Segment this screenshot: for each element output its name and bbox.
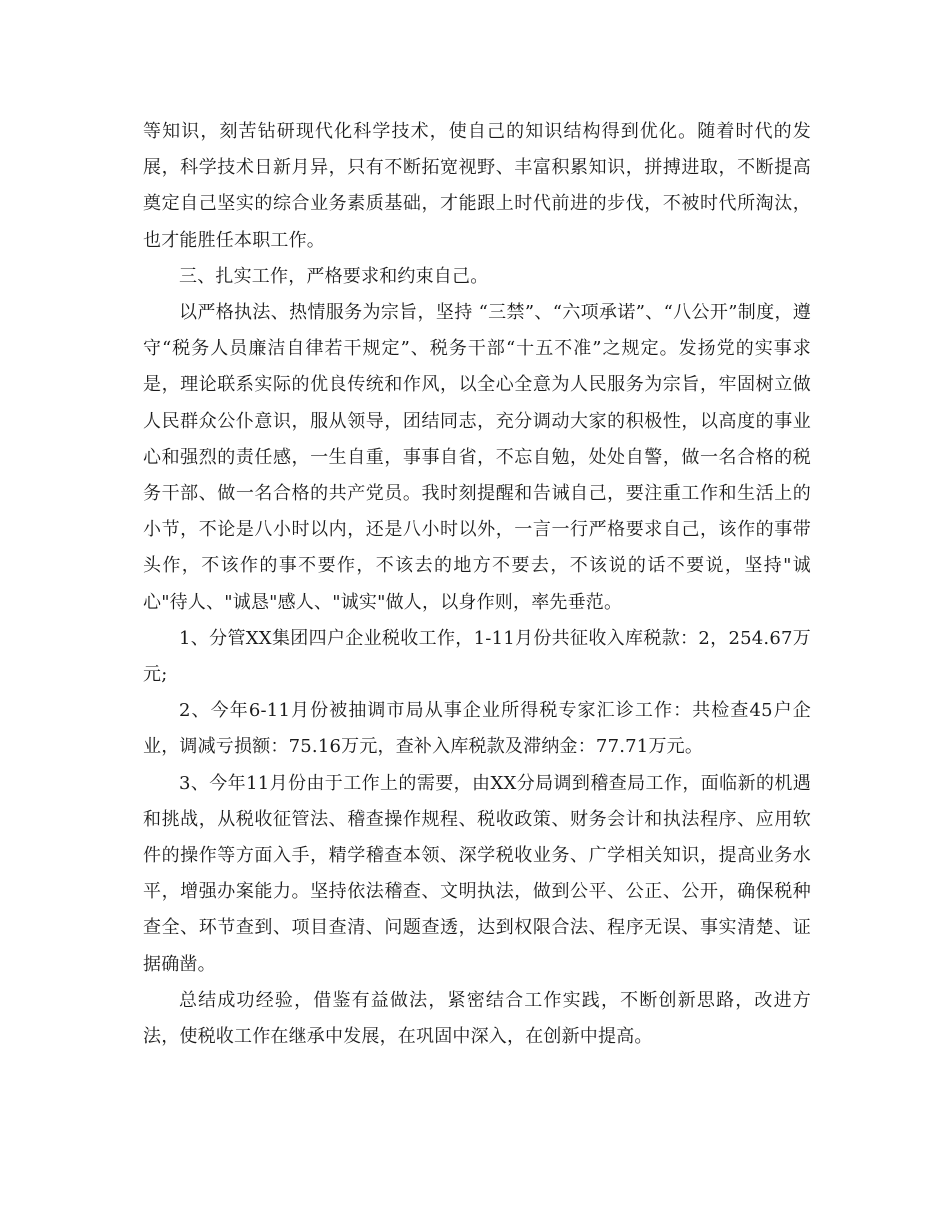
list-item-2: 2、今年6-11月份被抽调市局从事企业所得税专家汇诊工作：共检查45户企业，调减亏损额：75.16万元，查补入库税款及滞纳金：77.71万元。 [143,700,811,758]
list-item-1: 1、分管XX集团四户企业税收工作，1-11月份共征收入库税款：2，254.67万元; [143,627,811,686]
paragraph-strict-law-enforcement: 以严格执法、热情服务为宗旨，坚持 “三禁”、“六项承诺”、“八公开”制度，遵守“税务人员廉洁自律若干规定”、税务干部“十五不准”之规定。发扬党的实事求是，理论联系实际的优良传统和作风，以全心全意为人民服务为宗旨，牢固树立做人民群众公仆意识，服从领导，团结同志，充分调动大家的积极性，以高度的事业心和强烈的责任感，一生自重，事事自省，不忘自勉，处处自警，做一名合格的税务干部、做一名合格的共产党员。我时刻提醒和告诫自己，要注重工作和生活上的小节，不论是八小时以内，还是八小时以外，一言一行严格要求自己，该作的事带头作，不该作的事不要作，不该去的地方不要去，不该说的话不要说，坚持"诚心"待人、"诚恳"感人、"诚实"做人，以身作则，率先垂范。 [143,302,811,613]
paragraph-summary: 总结成功经验，借鉴有益做法，紧密结合工作实践，不断创新思路，改进方法，使税收工作在继承中发展，在巩固中深入，在创新中提高。 [143,989,811,1048]
paragraph-knowledge-optimization: 等知识，刻苦钻研现代化科学技术，使自己的知识结构得到优化。随着时代的发展，科学技术日新月异，只有不断拓宽视野、丰富积累知识，拼搏进取，不断提高奠定自己坚实的综合业务素质基础，才能跟上时代前进的步伐，不被时代所淘汰，也才能胜任本职工作。 [143,121,811,251]
document-body [143,114,811,1055]
section-heading-three: 三、扎实工作，严格要求和约束自己。 [179,265,489,287]
list-item-3: 3、今年11月份由于工作上的需要，由XX分局调到稽查局工作，面临新的机遇和挑战，从税收征管法、稽查操作规程、税收政策、财务会计和执法程序、应用软件的操作等方面入手，精学稽查本领、深学税收业务、广学相关知识，提高业务水平，增强办案能力。坚持依法稽查、文明执法，做到公平、公正、公开，确保税种查全、环节查到、项目查清、问题查透，达到权限合法、程序无误、事实清楚、证据确凿。 [143,772,811,975]
